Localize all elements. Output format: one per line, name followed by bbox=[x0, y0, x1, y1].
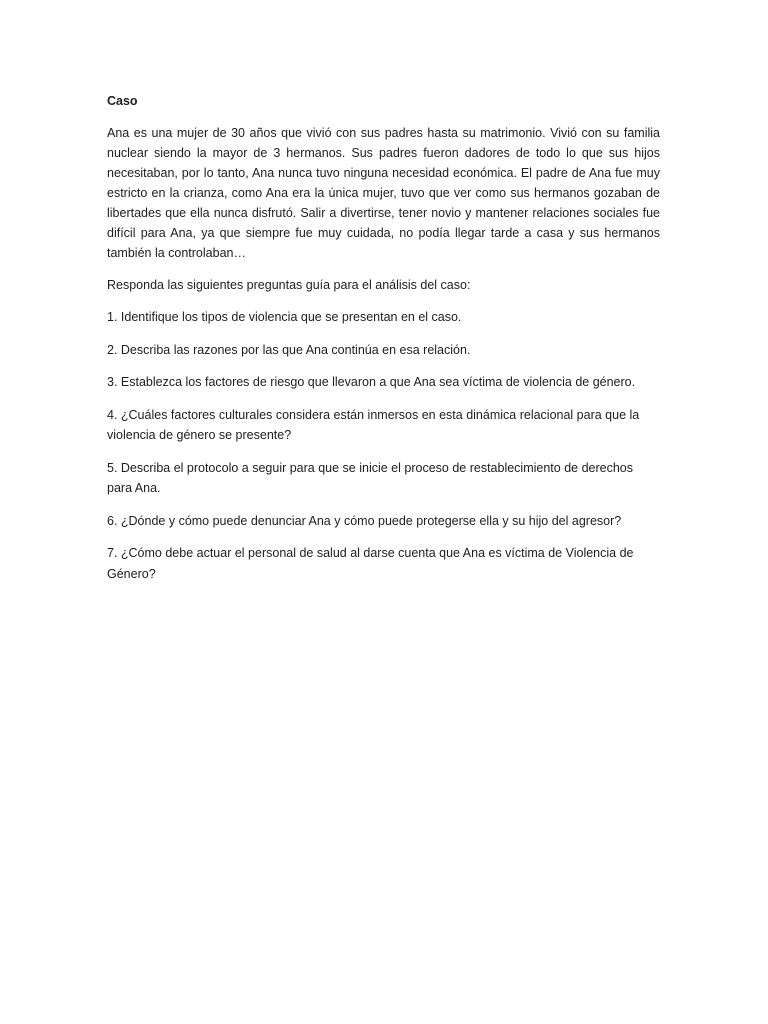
document-page bbox=[107, 92, 660, 596]
document-title: Caso bbox=[107, 94, 138, 108]
question-list bbox=[107, 307, 660, 584]
instructions-text: Responda las siguientes preguntas guía para el análisis del caso: bbox=[107, 278, 471, 292]
question-item: 3. Establezca los factores de riesgo que llevaron a que Ana sea víctima de violencia de género. bbox=[107, 375, 636, 389]
question-item: 5. Describa el protocolo a seguir para que se inicie el proceso de restablecimiento de derechos para Ana. bbox=[107, 460, 633, 495]
case-description: Ana es una mujer de 30 años que vivió con sus padres hasta su matrimonio. Vivió con su familia nuclear siendo la mayor de 3 hermanos. Sus padres fueron dadores de todo lo que sus hijos necesitaban, por lo tanto, Ana nunca tuvo ninguna necesidad económica. El padre de Ana fue muy estricto en la crianza, como Ana era la única mujer, tuvo que ver como sus hermanos gozaban de libertades que ella nunca disfrutó. Salir a divertirse, tener novio y mantener relaciones sociales fue difícil para Ana, ya que siempre fue muy cuidada, no podía llegar tarde a casa y sus hermanos también la controlaban… bbox=[107, 126, 660, 260]
question-item: 2. Describa las razones por las que Ana continúa en esa relación. bbox=[107, 342, 471, 357]
question-item: 4. ¿Cuáles factores culturales considera están inmersos en esta dinámica relacional para que la violencia de género se presente? bbox=[107, 407, 640, 442]
question-item: 1. Identifique los tipos de violencia que se presentan en el caso. bbox=[107, 310, 462, 324]
question-item: 7. ¿Cómo debe actuar el personal de salud al darse cuenta que Ana es víctima de Violencia de Género? bbox=[107, 546, 634, 581]
question-item: 6. ¿Dónde y cómo puede denunciar Ana y cómo puede protegerse ella y su hijo del agresor? bbox=[107, 513, 622, 528]
